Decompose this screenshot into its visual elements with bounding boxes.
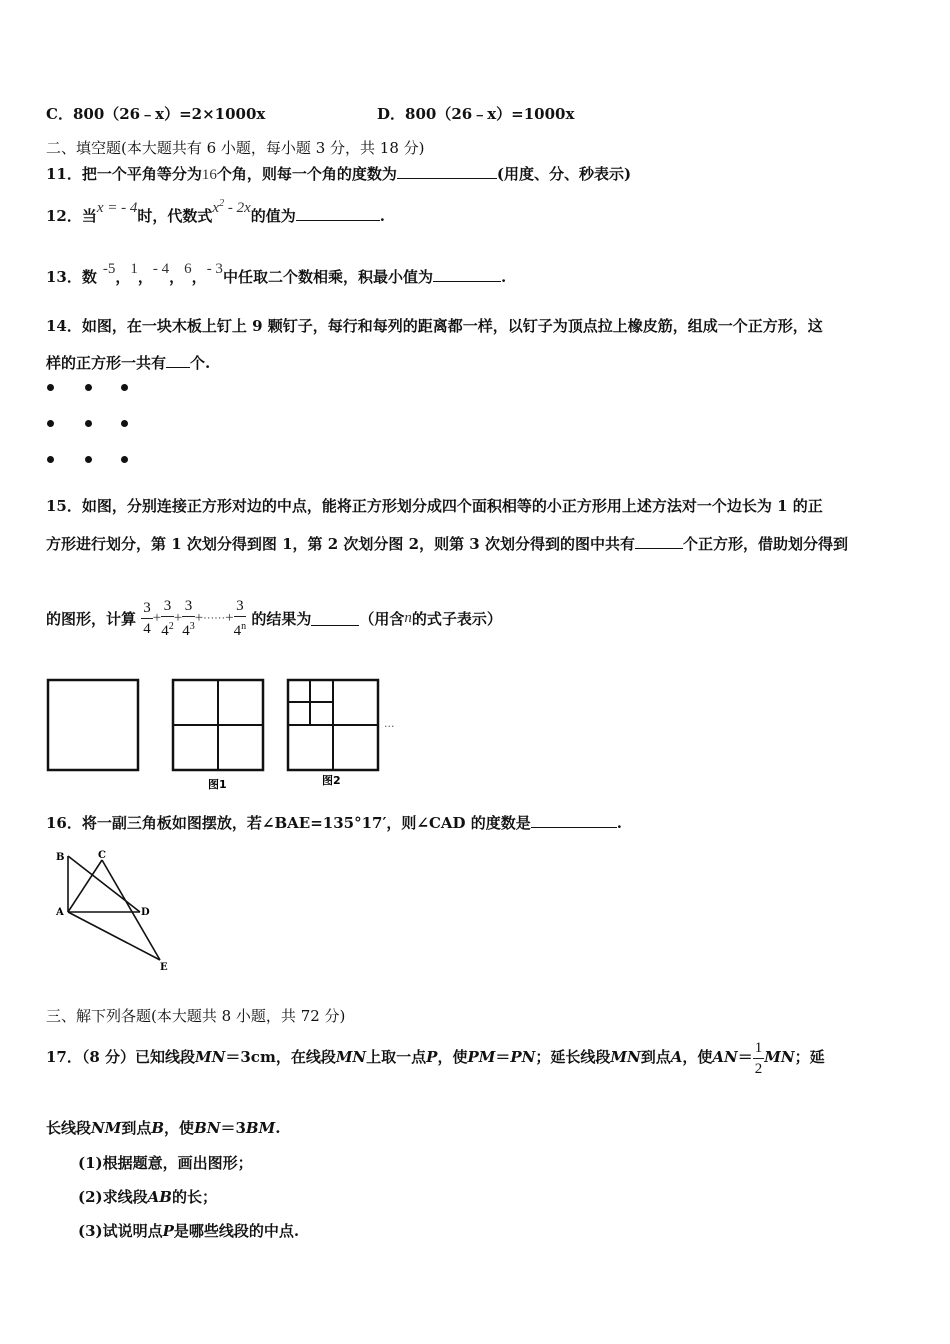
section2-header: 二、填空题(本大题共有 6 小题，每小题 3 分，共 18 分) (46, 139, 425, 157)
q15-f4-num: 3 (234, 596, 247, 617)
q17-point-a: A (670, 1048, 683, 1066)
question-12 (46, 198, 385, 226)
q15-f2-den (161, 617, 174, 641)
q17-sub2b: 的长； (171, 1188, 217, 1206)
nail-dot (121, 384, 128, 391)
q17-subquestion-3 (78, 1220, 299, 1241)
q11-answer-blank[interactable] (397, 164, 497, 179)
q12-end: . (379, 207, 385, 225)
q17-pn: PN (510, 1048, 536, 1066)
edge-AC (68, 860, 102, 912)
option-c: C．800（26﹣x）=2×1000x (46, 105, 266, 123)
q13-num-2: 1 (130, 261, 138, 277)
q12-expr-exp: 2 (219, 198, 225, 209)
nail-dot (47, 384, 54, 391)
q17-an: AN (712, 1048, 738, 1066)
q13-num-5: - 3 (206, 261, 223, 277)
q17-fraction (753, 1038, 765, 1079)
q17-bn: BN (194, 1119, 221, 1137)
q15-line2-b: 个正方形，借助划分得到 (682, 535, 848, 553)
q15-line3-c: （用含 (359, 610, 405, 628)
label-C: C (98, 850, 106, 861)
q17-p2: ＝3cm，在线段 (225, 1048, 336, 1066)
q17-p10: ；延 (794, 1048, 825, 1066)
q15-figures (40, 672, 420, 794)
q15-f4-exp: n (241, 621, 247, 632)
q17-p8: ，使 (682, 1048, 713, 1066)
q17-point-b: B (151, 1119, 165, 1137)
q13-sep-2: ， (137, 268, 153, 286)
q16-answer-blank[interactable] (531, 813, 617, 828)
label-D: D (141, 907, 150, 918)
section3-header: 三、解下列各题(本大题共 8 小题，共 72 分) (46, 1007, 346, 1025)
q17-p1: 17．（8 分）已知线段 (46, 1048, 196, 1066)
q12-prefix: 12．当 (46, 207, 97, 225)
q15-plus-2: + (173, 610, 183, 626)
q15-plus-1: + (152, 610, 162, 626)
q17-pm: PM (467, 1048, 496, 1066)
q15-f4-den (234, 617, 247, 641)
q15-f4-base: 4 (233, 623, 242, 639)
q15-f1-den: 4 (143, 621, 151, 637)
q17-subquestion-1: (1)根据题意，画出图形； (78, 1154, 253, 1172)
q17-sub3a: (3)试说明点 (78, 1222, 163, 1240)
nail-dot (85, 420, 92, 427)
q16-end: . (616, 814, 623, 832)
q17-p5: ＝ (495, 1048, 511, 1066)
q13-answer-blank[interactable] (433, 267, 501, 282)
q14-line2-a: 样的正方形一共有 (46, 354, 167, 372)
figure-original-square (48, 680, 138, 770)
q13-num-3: - 4 (152, 261, 170, 277)
q15-result-blank[interactable] (311, 611, 359, 626)
q15-f1-num: 3 (141, 598, 153, 619)
nail-dot (121, 420, 128, 427)
question-14-line-2 (46, 352, 210, 373)
q15-fraction-1 (141, 598, 153, 639)
q13-prefix: 13．数 (46, 268, 97, 286)
q13-end: . (500, 268, 507, 286)
q15-line3-d: 的式子表示） (411, 610, 502, 628)
question-17-line-1 (46, 1032, 825, 1082)
label-E: E (160, 962, 168, 973)
q15-f2-exp: 2 (168, 621, 174, 632)
q15-dots: ······ (203, 612, 226, 625)
q17-l2a: 长线段 (46, 1119, 92, 1137)
q17-frac-num: 1 (753, 1038, 765, 1059)
nail-dot (47, 420, 54, 427)
q15-fraction-2 (161, 596, 174, 641)
q17-mn-2: MN (335, 1048, 367, 1066)
q17-mn-1: MN (195, 1048, 226, 1066)
label-B: B (56, 852, 65, 863)
q15-count-blank[interactable] (635, 534, 683, 549)
question-13 (46, 261, 507, 287)
q17-p3: 上取一点 (366, 1048, 427, 1066)
q17-p4: ，使 (437, 1048, 468, 1066)
figure-1 (173, 680, 263, 770)
q12-suffix: 的值为 (250, 207, 296, 225)
q13-num-1: -5 (102, 261, 116, 277)
q14-line2-b: 个. (190, 354, 211, 372)
q15-fraction-4 (234, 596, 247, 641)
q15-plus-4: + (225, 610, 234, 626)
q12-expr-a: x (212, 200, 220, 216)
question-17-line-2 (46, 1117, 280, 1138)
q15-f3-base: 4 (182, 623, 190, 639)
question-15-line-3 (46, 596, 502, 641)
q17-l2d: ＝3 (220, 1119, 246, 1137)
q15-line3-b: 的结果为 (251, 610, 312, 628)
label-A: A (56, 907, 64, 918)
question-14-line-1: 14．如图，在一块木板上钉上 9 颗钉子，每行和每列的距离都一样，以钉子为顶点拉上橡皮筋，组成一个正方形，这 (46, 317, 823, 335)
q16-text: 16．将一副三角板如图摆放，若∠BAE=135°17′，则∠CAD 的度数是 (46, 814, 531, 832)
q16-triangle-figure (44, 846, 184, 974)
q17-sub3b: 是哪些线段的中点. (173, 1222, 300, 1240)
q13-sep-4: ， (191, 268, 207, 286)
q17-bm: BM (245, 1119, 276, 1137)
q17-mn-3: MN (610, 1048, 641, 1066)
q15-f3-exp: 3 (189, 621, 195, 632)
figure-2-label: 图2 (322, 774, 341, 787)
q17-sub3-p: P (162, 1222, 174, 1240)
q12-expr-b: - 2x (224, 200, 251, 216)
q13-sep-3: ， (169, 268, 185, 286)
q17-mn-4: MN (764, 1048, 795, 1066)
q13-num-4: 6 (184, 261, 192, 277)
nail-dot (85, 456, 92, 463)
q11-suffix: (用度、分、秒表示) (496, 165, 632, 183)
q17-l2c: ，使 (164, 1119, 195, 1137)
q12-condition: x = - 4 (96, 200, 138, 216)
q15-var-n: n (404, 610, 412, 626)
question-15-line-1: 15．如图，分别连接正方形对边的中点，能将正方形划分成四个面积相等的小正方形用上述方法对一个边长为 1 的正 (46, 497, 823, 515)
q15-f2-base: 4 (161, 623, 169, 639)
q15-line2-a: 方形进行划分，第 1 次划分得到图 1，第 2 次划分图 2，则第 3 次划分得到的图中共有 (46, 535, 635, 553)
q12-mid: 时，代数式 (137, 207, 213, 225)
q13-suffix: 中任取二个数相乘，积最小值为 (222, 268, 433, 286)
q17-point-p: P (426, 1048, 438, 1066)
q15-f3-den (182, 617, 195, 641)
q17-p7: 到点 (640, 1048, 671, 1066)
q17-sub2a: (2)求线段 (78, 1188, 148, 1206)
q15-f3-num: 3 (182, 596, 195, 617)
q12-answer-blank[interactable] (296, 206, 380, 221)
option-d: D．800（26﹣x）=1000x (377, 105, 575, 123)
q17-sub2-ab: AB (147, 1188, 172, 1206)
figure-1-label: 图1 (208, 778, 227, 791)
question-15-line-2 (46, 533, 848, 554)
q17-l2e: . (275, 1119, 281, 1137)
q11-mid: 个角，则每一个角的度数为 (216, 165, 397, 183)
q15-f2-num: 3 (161, 596, 174, 617)
figure-ellipsis: ··· (384, 720, 395, 733)
q17-subquestion-2 (78, 1186, 217, 1207)
question-11 (46, 163, 631, 184)
q15-fraction-3 (182, 596, 195, 641)
q17-p6: ；延长线段 (535, 1048, 611, 1066)
nail-dot (47, 456, 54, 463)
q14-answer-blank[interactable] (166, 353, 190, 368)
q11-prefix: 11．把一个平角等分为 (46, 165, 202, 183)
q13-sep-1: ， (115, 268, 131, 286)
q17-p9: ＝ (737, 1048, 753, 1066)
q11-number: 16 (201, 167, 217, 183)
q15-line3-a: 的图形，计算 (46, 610, 137, 628)
figure-2 (288, 680, 378, 770)
q17-frac-den: 2 (754, 1060, 763, 1077)
nail-dot (85, 384, 92, 391)
question-16 (46, 812, 622, 833)
q17-nm: NM (91, 1119, 122, 1137)
q12-expression (212, 200, 250, 216)
nail-dot (121, 456, 128, 463)
q15-plus-3: + (194, 610, 204, 626)
q17-l2b: 到点 (121, 1119, 152, 1137)
